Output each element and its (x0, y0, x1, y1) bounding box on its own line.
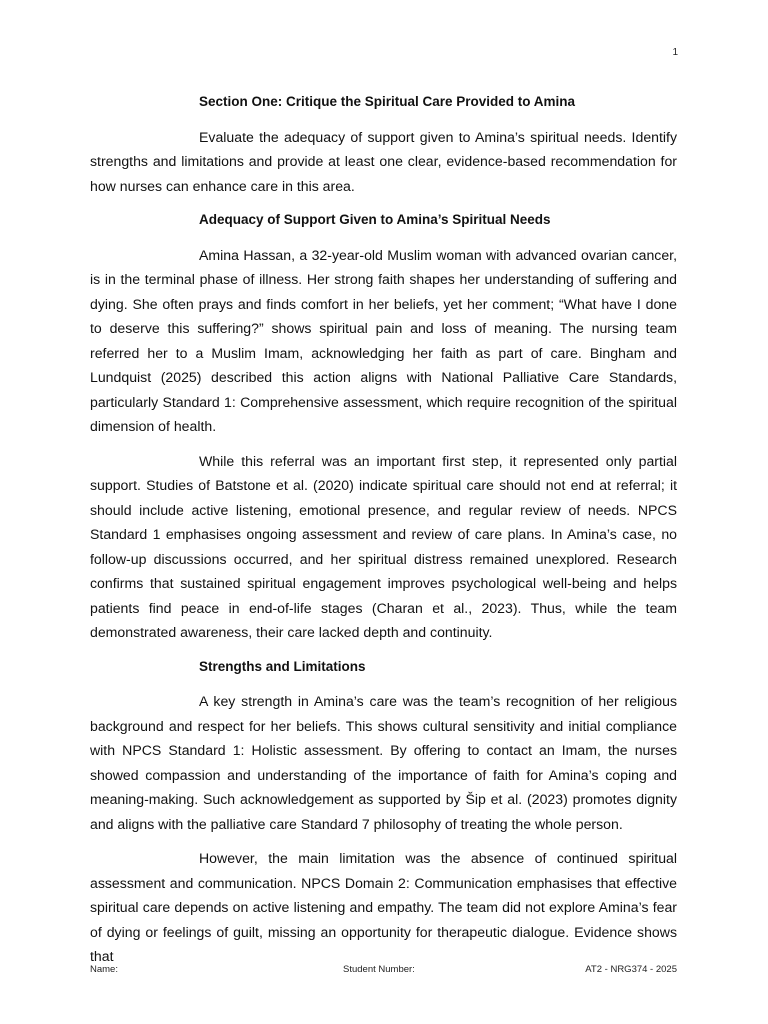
subsection-heading: Strengths and Limitations (199, 658, 366, 674)
footer-course-code: AT2 - NRG374 - 2025 (585, 964, 677, 975)
paragraph: A key strength in Amina’s care was the team’s recognition of her religious background and respect for her beliefs. This shows cultural sensitivity and initial compliance with NPCS Standard 1: Holistic assessment. By offering to contact an Imam, the nurses showed compassion and understanding of the importance of faith for Amina’s coping and meaning-making. Such acknowledgement as supported by Šip et al. (2023) promotes dignity and aligns with the palliative care Standard 7 philosophy of treating the whole person. (90, 693, 677, 832)
footer-student-number-label: Student Number: (343, 964, 415, 975)
footer-name-label: Name: (90, 964, 118, 975)
paragraph: Evaluate the adequacy of support given to Amina’s spiritual needs. Identify strengths and limitations and provide at least one clear, evidence-based recommendation for how nurses can enhance care in this area. (90, 128, 677, 194)
section-heading: Section One: Critique the Spiritual Care Provided to Amina (199, 94, 576, 109)
document-body (90, 90, 677, 969)
subsection-heading: Adequacy of Support Given to Amina’s Spiritual Needs (199, 212, 551, 227)
paragraph: Amina Hassan, a 32-year-old Muslim woman with advanced ovarian cancer, is in the terminal phase of illness. Her strong faith shapes her understanding of suffering and dying. She often prays and finds comfort in her beliefs, yet her comment; “What have I done to deserve this suffering?” shows spiritual pain and loss of meaning. The nursing team referred her to a Muslim Imam, acknowledging her faith as part of care. Bingham and Lundquist (2025) described this action aligns with National Palliative Care Standards, particularly Standard 1: Comprehensive assessment, which require recognition of the spiritual dimension of health. (90, 246, 677, 434)
paragraph: However, the main limitation was the absence of continued spiritual assessment and communication. NPCS Domain 2: Communication emphasises that effective spiritual care depends on active listening and empathy. The team did not explore Amina’s fear of dying or feelings of guilt, missing an opportunity for therapeutic dialogue. Evidence shows that (90, 850, 677, 964)
paragraph: While this referral was an important first step, it represented only partial support. Studies of Batstone et al. (2020) indicate spiritual care should not end at referral; it should include active listening, emotional presence, and regular review of needs. NPCS Standard 1 emphasises ongoing assessment and review of care plans. In Amina’s case, no follow-up discussions occurred, and her spiritual distress remained unexplored. Research confirms that sustained spiritual engagement improves psychological well-being and helps patients find peace in end-of-life stages (Charan et al., 2023). Thus, while the team demonstrated awareness, their care lacked depth and continuity. (90, 452, 677, 640)
page-number: 1 (672, 47, 678, 58)
